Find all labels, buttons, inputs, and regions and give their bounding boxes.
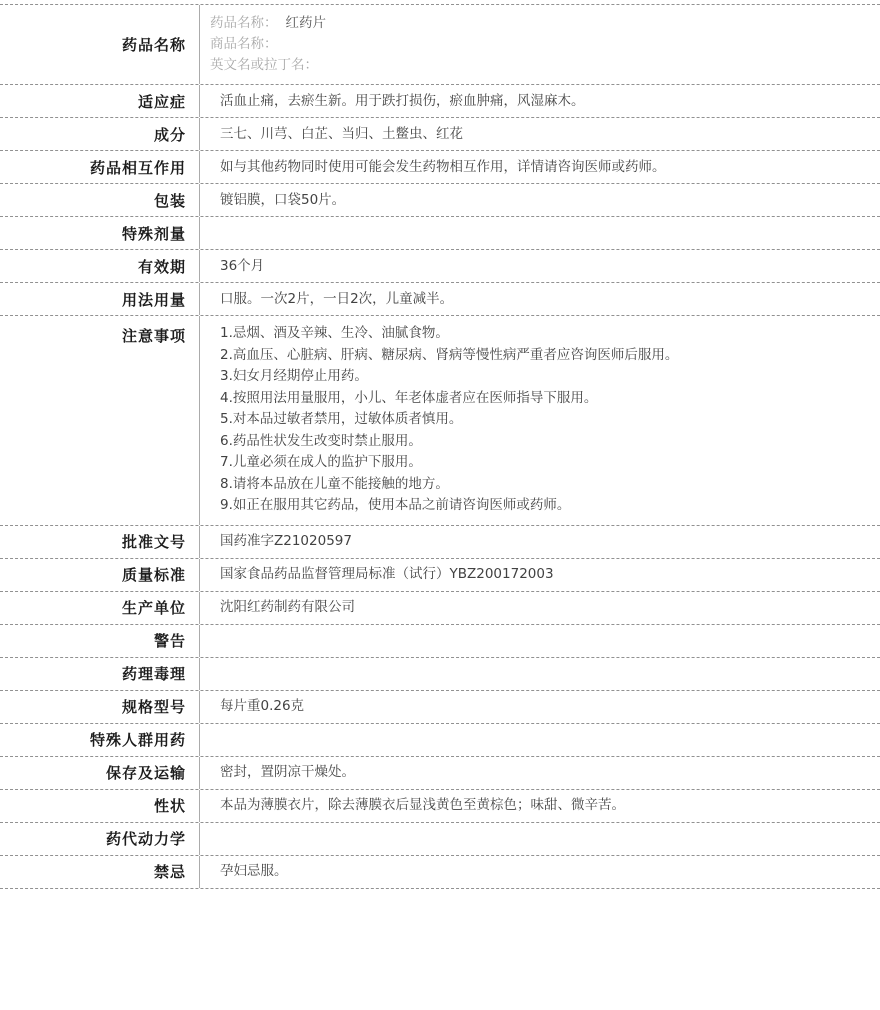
row-label: 警告 [0,625,200,657]
table-row [0,85,880,118]
row-value: 每片重0.26克 [220,698,305,714]
row-value [200,658,880,690]
precaution-line: 3.妇女月经期停止用药。 [220,368,368,384]
row-label: 适应症 [0,85,200,117]
precaution-line: 6.药品性状发生改变时禁止服用。 [220,432,422,449]
row-label: 药理毒理 [0,658,200,690]
table-row [0,592,880,625]
row-label: 成分 [0,118,200,150]
table-row [0,316,880,526]
table-row [0,559,880,592]
table-row [0,250,880,283]
row-value: 孕妇忌服。 [220,863,288,879]
precaution-line: 9.如正在服用其它药品，使用本品之前请咨询医师或药师。 [220,497,571,513]
field-key: 商品名称： [210,36,278,52]
table-row [0,625,880,658]
table-row [0,283,880,316]
row-label: 药品相互作用 [0,151,200,183]
table-row [0,790,880,823]
row-value [200,724,880,756]
row-value: 本品为薄膜衣片，除去薄膜衣后显浅黄色至黄棕色；味甜、微辛苦。 [220,797,625,813]
row-value: 如与其他药物同时使用可能会发生药物相互作用，详情请咨询医师或药师。 [220,158,666,175]
drug-name-field-line [210,13,870,34]
drug-name-field-line [210,55,870,76]
table-row [0,217,880,250]
row-label: 药代动力学 [0,823,200,855]
table-row [0,118,880,151]
row-label: 包装 [0,184,200,216]
row-label: 特殊人群用药 [0,724,200,756]
row-value: 密封，置阴凉干燥处。 [220,764,355,780]
table-row [0,757,880,790]
table-row [0,856,880,889]
row-value [200,5,880,84]
row-value: 国药准字Z21020597 [220,533,352,549]
field-key: 英文名或拉丁名： [210,57,318,73]
row-label: 药品名称 [0,5,200,84]
row-value: 镀铝膜，口袋50片。 [220,191,346,208]
row-value: 36个月 [220,257,265,274]
field-key: 药品名称： [210,15,278,31]
row-value: 国家食品药品监督管理局标准（试行）YBZ200172003 [220,566,554,582]
row-label: 质量标准 [0,559,200,591]
row-label: 生产单位 [0,592,200,624]
row-label: 规格型号 [0,691,200,723]
row-value [200,823,880,855]
table-row [0,184,880,217]
row-value: 口服。一次2片，一日2次，儿童减半。 [220,290,454,307]
field-value: 红药片 [285,15,326,31]
drug-name-field-line [210,34,870,55]
table-row [0,724,880,757]
precaution-line: 8.请将本品放在儿童不能接触的地方。 [220,475,449,492]
table-row [0,526,880,559]
table-row [0,658,880,691]
row-value [200,625,880,657]
table-row [0,691,880,724]
precaution-line: 5.对本品过敏者禁用，过敏体质者慎用。 [220,411,463,427]
precaution-line: 4.按照用法用量服用，小儿、年老体虚者应在医师指导下服用。 [220,389,598,406]
table-row [0,823,880,856]
precaution-line: 2.高血压、心脏病、肝病、糖尿病、肾病等慢性病严重者应咨询医师后服用。 [220,346,679,363]
precaution-line: 7.儿童必须在成人的监护下服用。 [220,454,422,470]
drug-info-table [0,4,880,889]
row-label: 性状 [0,790,200,822]
row-value: 活血止痛，去瘀生新。用于跌打损伤，瘀血肿痛，风湿麻木。 [220,92,585,109]
row-value [200,217,880,249]
precaution-line: 1.忌烟、酒及辛辣、生冷、油腻食物。 [220,325,449,341]
row-value: 沈阳红药制药有限公司 [220,599,355,615]
row-label: 特殊剂量 [0,217,200,249]
row-value: 三七、川芎、白芷、当归、土鳖虫、红花 [220,125,463,142]
row-label: 禁忌 [0,856,200,888]
row-label: 保存及运输 [0,757,200,789]
row-label: 用法用量 [0,283,200,315]
table-row [0,5,880,85]
row-value [200,316,880,525]
row-label: 注意事项 [0,316,200,525]
row-label: 批准文号 [0,526,200,558]
row-label: 有效期 [0,250,200,282]
table-row [0,151,880,184]
